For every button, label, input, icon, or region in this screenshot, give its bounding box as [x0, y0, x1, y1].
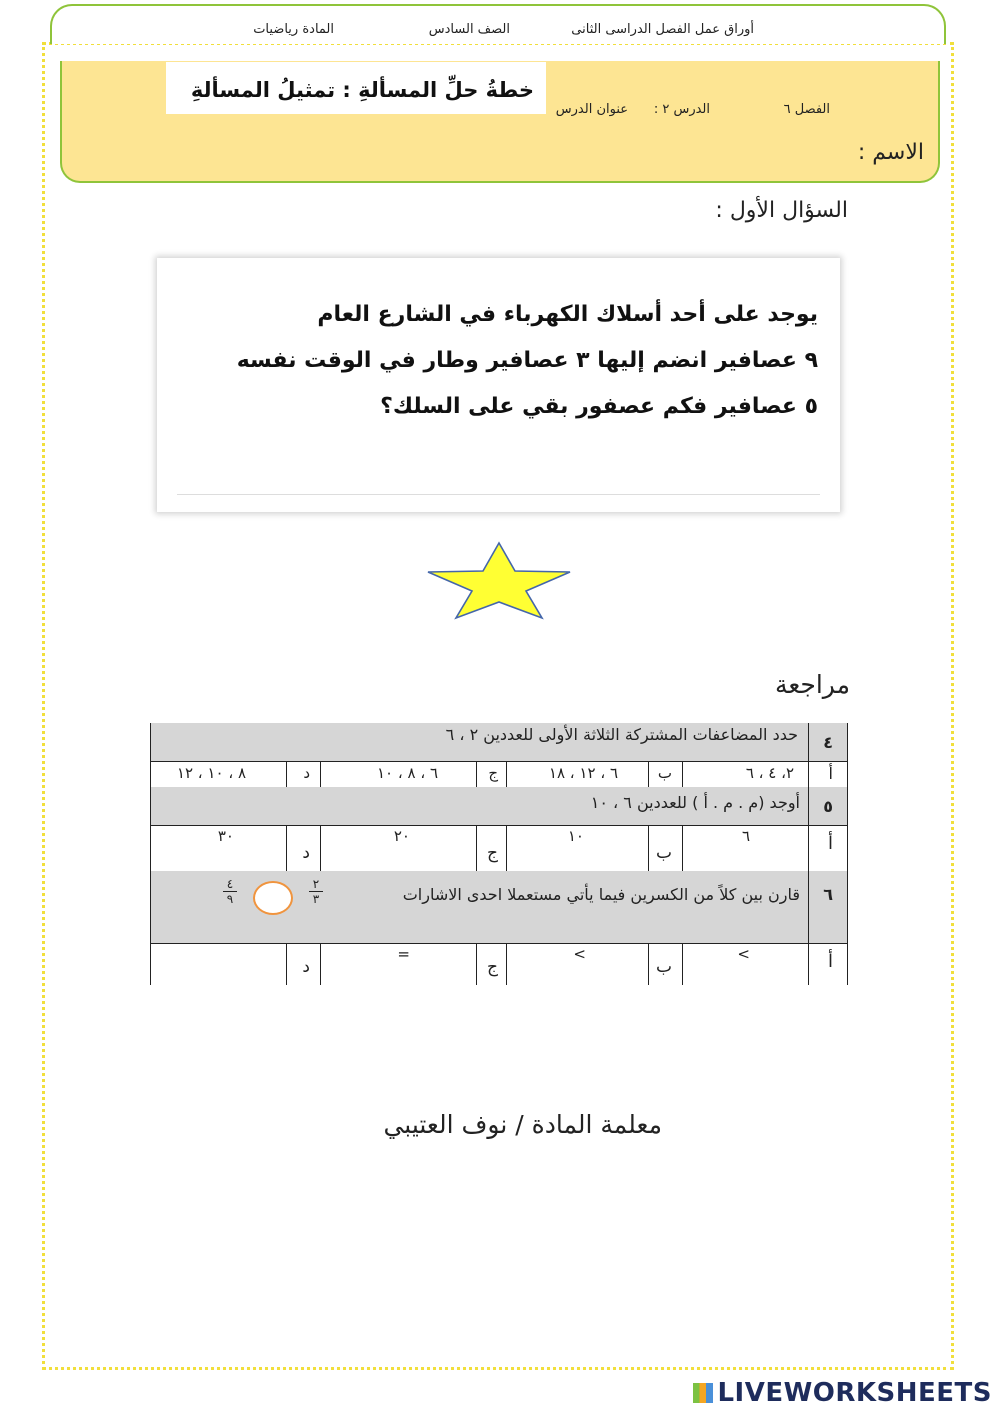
option-value: ٢، ٤ ، ٦: [745, 764, 794, 782]
option-value: ٢٠: [393, 827, 410, 845]
page-border: [42, 42, 954, 1370]
question-number: ٥: [823, 797, 833, 816]
question-prompt: قارن بين كلاً من الكسرين فيما يأتي مستعملا احدى الاشارات: [402, 885, 800, 904]
header-grade: الصف السادس: [428, 22, 510, 37]
star-shape: [428, 543, 570, 618]
table-row: [150, 761, 848, 787]
name-label: الاسم :: [857, 140, 924, 165]
lesson-title-label: عنوان الدرس: [555, 102, 628, 117]
question-number: ٦: [823, 885, 833, 904]
option-value: ٣٠: [217, 827, 234, 845]
option-value: ٦: [741, 827, 750, 845]
fraction-a: ٢ ٣: [309, 877, 323, 906]
question1-box: [157, 258, 840, 512]
option-letter: ب: [655, 957, 672, 977]
option-letter: ب: [657, 764, 672, 782]
option-value: >: [573, 945, 586, 963]
question-prompt: حدد المضاعفات المشتركة الثلاثة الأولى للعددين ٢ ، ٦: [445, 725, 798, 744]
option-letter: أ: [827, 951, 833, 972]
liveworksheets-logo[interactable]: LIVEWORKSHEETS: [693, 1378, 992, 1408]
option-letter: ج: [487, 843, 498, 863]
chapter-label: الفصل ٦: [783, 102, 830, 117]
option-value: >: [737, 945, 750, 963]
lesson-title: خطةُ حلِّ المسألةِ : تمثيلُ المسألةِ: [190, 78, 534, 102]
header-term: أوراق عمل الفصل الدراسى الثانى: [571, 22, 754, 37]
option-value: ٦ ، ٨ ، ١٠: [376, 764, 438, 782]
question1-label: السؤال الأول :: [715, 198, 848, 223]
star-icon[interactable]: [426, 540, 572, 620]
question1-line: ٩ عصافير انضم إليها ٣ عصافير وطار في الوقت نفسه: [236, 348, 818, 373]
option-value: ٨ ، ١٠ ، ١٢: [176, 764, 246, 782]
option-value: ١٠: [567, 827, 584, 845]
option-letter: أ: [828, 764, 833, 783]
question1-line: يوجد على أحد أسلاك الكهرباء في الشارع العام: [317, 302, 818, 327]
logo-icon: [693, 1383, 713, 1403]
question-number: ٤: [823, 733, 833, 752]
option-value: ٦ ، ١٢ ، ١٨: [548, 764, 618, 782]
question1-line: ٥ عصافير فكم عصفور بقي على السلك؟: [380, 394, 818, 419]
teacher-signature: معلمة المادة / نوف العتيبي: [383, 1110, 662, 1139]
answer-line: [177, 494, 820, 495]
table-row: [150, 723, 848, 761]
option-letter: ب: [655, 843, 672, 863]
table-row: [150, 943, 848, 985]
table-row: [150, 787, 848, 825]
lesson-label: الدرس ٢ :: [653, 102, 710, 117]
comparison-answer-circle[interactable]: [253, 881, 293, 915]
table-row: [150, 825, 848, 871]
option-letter: د: [302, 843, 310, 863]
question-prompt: أوجد (م . م . أ ) للعددين ٦ ، ١٠: [590, 793, 800, 812]
fraction-b: ٤ ٩: [223, 877, 237, 906]
option-letter: د: [302, 957, 310, 977]
option-letter: ج: [488, 764, 498, 782]
review-label: مراجعة: [774, 670, 850, 699]
option-letter: أ: [827, 833, 833, 854]
option-letter: ج: [487, 957, 498, 977]
header-subject: المادة رياضيات: [253, 22, 334, 37]
table-row: [150, 871, 848, 943]
option-letter: د: [303, 764, 310, 782]
option-value: =: [397, 945, 410, 963]
